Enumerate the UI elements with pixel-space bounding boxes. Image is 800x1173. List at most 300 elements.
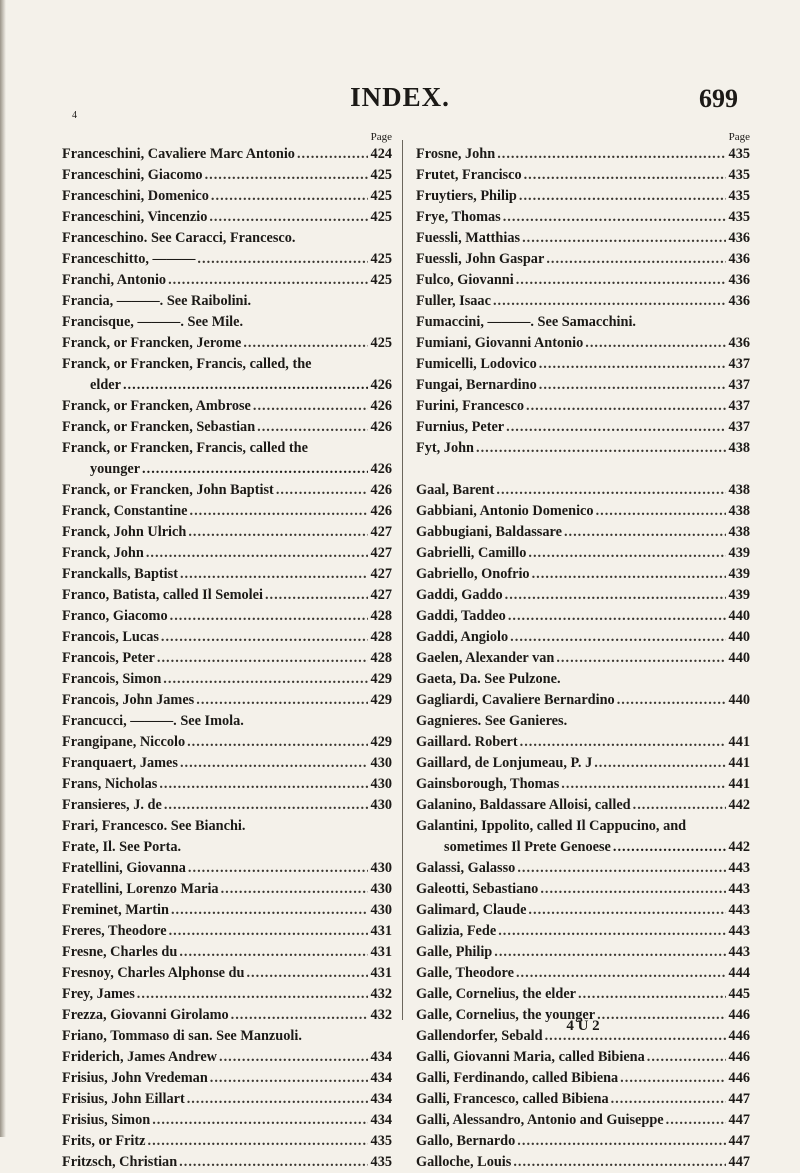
entry-name: Franck, or Francken, Sebastian	[62, 419, 256, 435]
entry-page-number: 427	[370, 587, 392, 603]
entry-name: Franck, or Francken, Jerome	[62, 335, 242, 351]
index-entry	[416, 396, 750, 417]
index-entry	[416, 879, 750, 900]
entry-page-number: 426	[370, 503, 392, 519]
dot-leader	[246, 963, 367, 984]
cross-reference-entry: Franck, or Francken, Francis, called the	[62, 440, 308, 456]
entry-name: Galli, Francesco, called Bibiena	[416, 1091, 609, 1107]
left-index-column	[62, 130, 392, 1173]
dot-leader	[510, 627, 725, 648]
entry-page-number: 447	[728, 1154, 750, 1170]
index-entry	[416, 291, 750, 312]
entry-page-number: 428	[370, 608, 392, 624]
index-entry	[62, 249, 392, 270]
entry-name: Fresne, Charles du	[62, 944, 178, 960]
entry-name: Gagliardi, Cavaliere Bernardino	[416, 692, 615, 708]
index-entry	[62, 606, 392, 627]
entry-page-number: 446	[728, 1070, 750, 1086]
cross-reference-entry: Franck, or Francken, Francis, called, the	[62, 356, 312, 372]
entry-page-number: 436	[728, 335, 750, 351]
dot-leader	[169, 921, 368, 942]
entry-page-number: 436	[728, 293, 750, 309]
index-entry	[416, 333, 750, 354]
entry-name: Franckalls, Baptist	[62, 566, 178, 582]
entry-page-number: 441	[728, 776, 750, 792]
entry-page-number: 435	[728, 146, 750, 162]
index-entry	[62, 690, 392, 711]
column-divider	[402, 140, 403, 1020]
index-entry	[62, 1110, 392, 1131]
entry-name: Frisius, John Eillart	[62, 1091, 185, 1107]
index-entry	[416, 375, 750, 396]
entry-name: Galizia, Fede	[416, 923, 497, 939]
dot-leader	[180, 564, 368, 585]
dot-leader	[188, 522, 367, 543]
entry-name: Frye, Thomas	[416, 209, 501, 225]
index-entry-continuation	[62, 375, 392, 396]
index-entry-continuation	[416, 837, 750, 858]
entry-name: Galli, Ferdinando, called Bibiena	[416, 1070, 619, 1086]
entry-name: Franceschitto, ———	[62, 251, 196, 267]
entry-page-number: 445	[728, 986, 750, 1002]
dot-leader	[253, 396, 368, 417]
dot-leader	[498, 921, 725, 942]
page-title: INDEX.	[350, 82, 450, 112]
entry-page-number: 438	[728, 524, 750, 540]
entry-name: Gabriello, Onofrio	[416, 566, 530, 582]
index-entry	[62, 585, 392, 606]
index-entry	[62, 165, 392, 186]
entry-name: Galeotti, Sebastiano	[416, 881, 539, 897]
entry-name: Fresnoy, Charles Alphonse du	[62, 965, 245, 981]
cross-reference-entry: Francisque, ———. See Mile.	[62, 314, 244, 330]
entry-name: Franceschini, Vincenzio	[62, 209, 208, 225]
index-entry	[416, 144, 750, 165]
entry-page-number: 434	[370, 1091, 392, 1107]
index-entry	[62, 1068, 392, 1089]
dot-leader	[516, 963, 726, 984]
index-entry	[416, 228, 750, 249]
index-entry	[62, 1152, 392, 1173]
cross-reference-entry: Gagnieres. See Ganieres.	[416, 713, 568, 729]
dot-leader	[503, 207, 726, 228]
entry-name: Francois, John James	[62, 692, 195, 708]
index-entry	[416, 543, 750, 564]
entry-page-number: 434	[370, 1112, 392, 1128]
index-entry	[416, 438, 750, 459]
dot-leader	[494, 942, 725, 963]
cross-reference-entry: Frari, Francesco. See Bianchi.	[62, 818, 246, 834]
entry-name: Galli, Giovanni Maria, called Bibiena	[416, 1049, 645, 1065]
index-entry	[416, 501, 750, 522]
index-entry	[416, 1110, 750, 1131]
index-entry	[62, 480, 392, 501]
dot-leader	[297, 144, 368, 165]
dot-leader	[620, 1068, 725, 1089]
dot-leader	[556, 648, 725, 669]
entry-page-number: 444	[728, 965, 750, 981]
entry-name: Franchi, Antonio	[62, 272, 167, 288]
dot-leader	[211, 186, 368, 207]
entry-name: Fungai, Bernardino	[416, 377, 537, 393]
entry-name: Francois, Peter	[62, 650, 155, 666]
dot-leader	[142, 459, 368, 480]
entry-name: Frisius, Simon	[62, 1112, 151, 1128]
entry-name: Furnius, Peter	[416, 419, 505, 435]
entry-name: Fuessli, Matthias	[416, 230, 521, 246]
entry-name: Frezza, Giovanni Girolamo	[62, 1007, 229, 1023]
entry-page-number: 429	[370, 692, 392, 708]
dot-leader	[157, 648, 368, 669]
entry-name: Galle, Cornelius, the younger	[416, 1007, 596, 1023]
index-entry	[62, 186, 392, 207]
dot-leader	[508, 606, 726, 627]
dot-leader	[180, 753, 368, 774]
dot-leader	[197, 249, 367, 270]
entry-name: Gabbugiani, Baldassare	[416, 524, 562, 540]
index-entry	[416, 648, 750, 669]
dot-leader	[516, 270, 726, 291]
entry-page-number: 440	[728, 608, 750, 624]
entry-name: Franck, Constantine	[62, 503, 188, 519]
entry-page-number: 440	[728, 629, 750, 645]
dot-leader	[231, 1005, 368, 1026]
entry-page-number: 427	[370, 545, 392, 561]
index-entry	[62, 144, 392, 165]
index-entry	[416, 606, 750, 627]
left-entry-list	[62, 144, 392, 1173]
index-entry	[62, 732, 392, 753]
dot-leader	[520, 732, 726, 753]
entry-page-number: 430	[370, 797, 392, 813]
dot-leader	[585, 333, 725, 354]
index-entry	[416, 1152, 750, 1173]
dot-leader	[171, 900, 368, 921]
index-entry	[62, 1131, 392, 1152]
entry-name: Fransieres, J. de	[62, 797, 162, 813]
dot-leader	[505, 585, 726, 606]
index-entry	[416, 585, 750, 606]
index-entry	[62, 795, 392, 816]
entry-page-number: 425	[370, 167, 392, 183]
index-entry	[62, 963, 392, 984]
entry-name: Fyt, John	[416, 440, 474, 456]
entry-page-number: 446	[728, 1007, 750, 1023]
entry-name: Fruytiers, Philip	[416, 188, 517, 204]
entry-page-number: 425	[370, 209, 392, 225]
dot-leader	[519, 186, 726, 207]
entry-name: Gaal, Barent	[416, 482, 495, 498]
entry-name: Frosne, John	[416, 146, 496, 162]
entry-page-number: 426	[370, 482, 392, 498]
dot-leader	[540, 879, 725, 900]
entry-name: Franck, or Francken, John Baptist	[62, 482, 274, 498]
entry-name: Gabrielli, Camillo	[416, 545, 527, 561]
entry-page-number: 431	[370, 923, 392, 939]
entry-page-number: 438	[728, 440, 750, 456]
entry-page-number: 424	[370, 146, 392, 162]
cross-reference-entry: Galantini, Ippolito, called Il Cappucino, and	[416, 818, 687, 834]
page-header	[0, 82, 800, 122]
entry-name: Fritzsch, Christian	[62, 1154, 178, 1170]
dot-leader	[611, 1089, 726, 1110]
entry-page-number: 440	[728, 692, 750, 708]
entry-page-number: 443	[728, 923, 750, 939]
cross-reference-entry: Gaeta, Da. See Pulzone.	[416, 671, 561, 687]
cross-reference-entry: Fumaccini, ———. See Samacchini.	[416, 314, 637, 330]
entry-name: Gaddi, Taddeo	[416, 608, 506, 624]
index-entry	[416, 921, 750, 942]
entry-name: Galassi, Galasso	[416, 860, 516, 876]
dot-leader	[179, 942, 367, 963]
dot-leader	[187, 732, 367, 753]
dot-leader	[497, 144, 725, 165]
entry-page-number: 426	[370, 419, 392, 435]
entry-name: Galli, Alessandro, Antonio and Guiseppe	[416, 1112, 664, 1128]
index-entry	[416, 942, 750, 963]
index-entry	[416, 1047, 750, 1068]
entry-name: Franck, or Francken, Ambrose	[62, 398, 251, 414]
index-entry-continuation	[62, 459, 392, 480]
page-binding-shadow	[0, 0, 6, 1137]
entry-page-number: 437	[728, 419, 750, 435]
entry-page-number: 446	[728, 1028, 750, 1044]
entry-name: Galle, Philip	[416, 944, 493, 960]
entry-page-number: 438	[728, 503, 750, 519]
index-entry	[62, 774, 392, 795]
index-entry	[62, 1089, 392, 1110]
entry-page-number: 428	[370, 650, 392, 666]
dot-leader	[647, 1047, 726, 1068]
entry-name: Galle, Cornelius, the elder	[416, 986, 577, 1002]
entry-page-number: 432	[370, 1007, 392, 1023]
entry-page-number: 430	[370, 755, 392, 771]
dot-leader	[532, 564, 726, 585]
dot-leader	[633, 795, 726, 816]
index-entry	[62, 669, 392, 690]
entry-name: Franquaert, James	[62, 755, 178, 771]
entry-name: Gaillard, de Lonjumeau, P. J	[416, 755, 593, 771]
entry-page-number: 429	[370, 734, 392, 750]
cross-reference-entry: Friano, Tommaso di san. See Manzuoli.	[62, 1028, 302, 1044]
index-entry	[416, 984, 750, 1005]
index-entry	[62, 333, 392, 354]
entry-page-number: 425	[370, 251, 392, 267]
dot-leader	[493, 291, 726, 312]
entry-name: Gabbiani, Antonio Domenico	[416, 503, 594, 519]
index-entry	[416, 1089, 750, 1110]
dot-leader	[146, 543, 368, 564]
entry-page-number: 437	[728, 377, 750, 393]
entry-page-number: 439	[728, 587, 750, 603]
entry-name: Freres, Theodore	[62, 923, 167, 939]
entry-page-number: 425	[370, 335, 392, 351]
entry-page-number: 441	[728, 755, 750, 771]
entry-name: Francois, Simon	[62, 671, 162, 687]
dot-leader	[596, 501, 726, 522]
dot-leader	[496, 480, 725, 501]
entry-name: Franck, John	[62, 545, 144, 561]
entry-name: Galle, Theodore	[416, 965, 514, 981]
dot-leader	[123, 375, 368, 396]
dot-leader	[152, 1110, 367, 1131]
dot-leader	[219, 1047, 368, 1068]
dot-leader	[539, 354, 726, 375]
entry-name: sometimes Il Prete Genoese	[444, 839, 611, 855]
entry-page-number: 447	[728, 1133, 750, 1149]
entry-name: Fratellini, Lorenzo Maria	[62, 881, 219, 897]
entry-name: Frangipane, Niccolo	[62, 734, 186, 750]
entry-name: Frits, or Fritz	[62, 1133, 146, 1149]
page-number: 699	[699, 84, 738, 113]
dot-leader	[528, 543, 725, 564]
index-entry	[62, 396, 392, 417]
entry-page-number: 443	[728, 860, 750, 876]
index-entry	[416, 522, 750, 543]
entry-page-number: 442	[728, 797, 750, 813]
index-entry	[416, 417, 750, 438]
column-page-label: Page	[728, 131, 750, 143]
entry-page-number: 429	[370, 671, 392, 687]
dot-leader	[517, 858, 725, 879]
entry-name: Fuller, Isaac	[416, 293, 491, 309]
cross-reference-entry: Franceschino. See Caracci, Francesco.	[62, 230, 296, 246]
entry-page-number: 436	[728, 230, 750, 246]
entry-page-number: 435	[728, 188, 750, 204]
index-entry	[416, 1068, 750, 1089]
dot-leader	[613, 837, 726, 858]
dot-leader	[164, 795, 368, 816]
dot-leader	[188, 858, 368, 879]
entry-page-number: 438	[728, 482, 750, 498]
dot-leader	[190, 501, 368, 522]
entry-page-number: 426	[370, 398, 392, 414]
entry-name: Franco, Batista, called Il Semolei	[62, 587, 263, 603]
dot-leader	[210, 1068, 368, 1089]
dot-leader	[539, 375, 726, 396]
entry-page-number: 425	[370, 272, 392, 288]
entry-name: elder	[90, 377, 121, 393]
index-entry	[62, 1047, 392, 1068]
entry-name: Gaillard. Robert	[416, 734, 518, 750]
entry-page-number: 442	[728, 839, 750, 855]
entry-name: Fuessli, John Gaspar	[416, 251, 545, 267]
entry-page-number: 443	[728, 902, 750, 918]
dot-leader	[546, 249, 725, 270]
dot-leader	[187, 1089, 368, 1110]
dot-leader	[179, 1152, 367, 1173]
entry-name: Frutet, Francisco	[416, 167, 522, 183]
entry-name: Galimard, Claude	[416, 902, 527, 918]
entry-name: Freminet, Martin	[62, 902, 169, 918]
section-gap	[416, 459, 750, 480]
entry-name: Friderich, James Andrew	[62, 1049, 217, 1065]
entry-page-number: 430	[370, 902, 392, 918]
signature-mark: 4	[72, 110, 77, 121]
dot-leader	[276, 480, 368, 501]
index-entry	[62, 543, 392, 564]
entry-page-number: 427	[370, 566, 392, 582]
entry-name: Galanino, Baldassare Alloisi, called	[416, 797, 631, 813]
index-entry	[416, 627, 750, 648]
index-entry	[62, 627, 392, 648]
entry-page-number: 426	[370, 461, 392, 477]
dot-leader	[564, 522, 726, 543]
entry-name: Fulco, Giovanni	[416, 272, 514, 288]
dot-leader	[163, 669, 367, 690]
dot-leader	[221, 879, 368, 900]
index-entry	[62, 984, 392, 1005]
entry-name: Furini, Francesco	[416, 398, 525, 414]
index-entry	[416, 690, 750, 711]
entry-page-number: 430	[370, 776, 392, 792]
entry-name: younger	[90, 461, 141, 477]
dot-leader	[137, 984, 368, 1005]
index-entry	[416, 753, 750, 774]
dot-leader	[265, 585, 368, 606]
entry-page-number: 439	[728, 566, 750, 582]
entry-page-number: 427	[370, 524, 392, 540]
index-entry	[416, 900, 750, 921]
dot-leader	[513, 1152, 725, 1173]
index-entry	[416, 186, 750, 207]
dot-leader	[476, 438, 726, 459]
entry-page-number: 446	[728, 1049, 750, 1065]
entry-page-number: 434	[370, 1049, 392, 1065]
entry-name: Gallendorfer, Sebald	[416, 1028, 543, 1044]
dot-leader	[243, 333, 367, 354]
index-entry	[62, 564, 392, 585]
dot-leader	[578, 984, 726, 1005]
entry-page-number: 440	[728, 650, 750, 666]
entry-name: Frans, Nicholas	[62, 776, 158, 792]
entry-name: Frisius, John Vredeman	[62, 1070, 208, 1086]
dot-leader	[161, 627, 368, 648]
entry-name: Gainsborough, Thomas	[416, 776, 560, 792]
column-page-label: Page	[370, 131, 392, 143]
entry-page-number: 425	[370, 188, 392, 204]
entry-page-number: 436	[728, 272, 750, 288]
entry-page-number: 441	[728, 734, 750, 750]
entry-name: Gaddi, Angiolo	[416, 629, 509, 645]
entry-page-number: 430	[370, 860, 392, 876]
entry-page-number: 430	[370, 881, 392, 897]
entry-name: Fratellini, Giovanna	[62, 860, 186, 876]
cross-reference-entry: Francia, ———. See Raibolini.	[62, 293, 252, 309]
dot-leader	[196, 690, 367, 711]
index-entry	[416, 207, 750, 228]
dot-leader	[168, 270, 367, 291]
index-entry	[416, 774, 750, 795]
index-entry	[416, 564, 750, 585]
entry-page-number: 437	[728, 398, 750, 414]
index-entry	[62, 270, 392, 291]
entry-page-number: 428	[370, 629, 392, 645]
entry-name: Francois, Lucas	[62, 629, 159, 645]
cross-reference-entry: Francucci, ———. See Imola.	[62, 713, 244, 729]
right-index-column	[416, 130, 750, 1173]
dot-leader	[524, 165, 726, 186]
entry-name: Gaddi, Gaddo	[416, 587, 503, 603]
entry-page-number: 439	[728, 545, 750, 561]
dot-leader	[209, 207, 367, 228]
index-entry	[416, 354, 750, 375]
entry-name: Franceschini, Domenico	[62, 188, 209, 204]
index-entry	[416, 1131, 750, 1152]
entry-page-number: 435	[370, 1154, 392, 1170]
index-entry	[416, 249, 750, 270]
dot-leader	[517, 1131, 725, 1152]
